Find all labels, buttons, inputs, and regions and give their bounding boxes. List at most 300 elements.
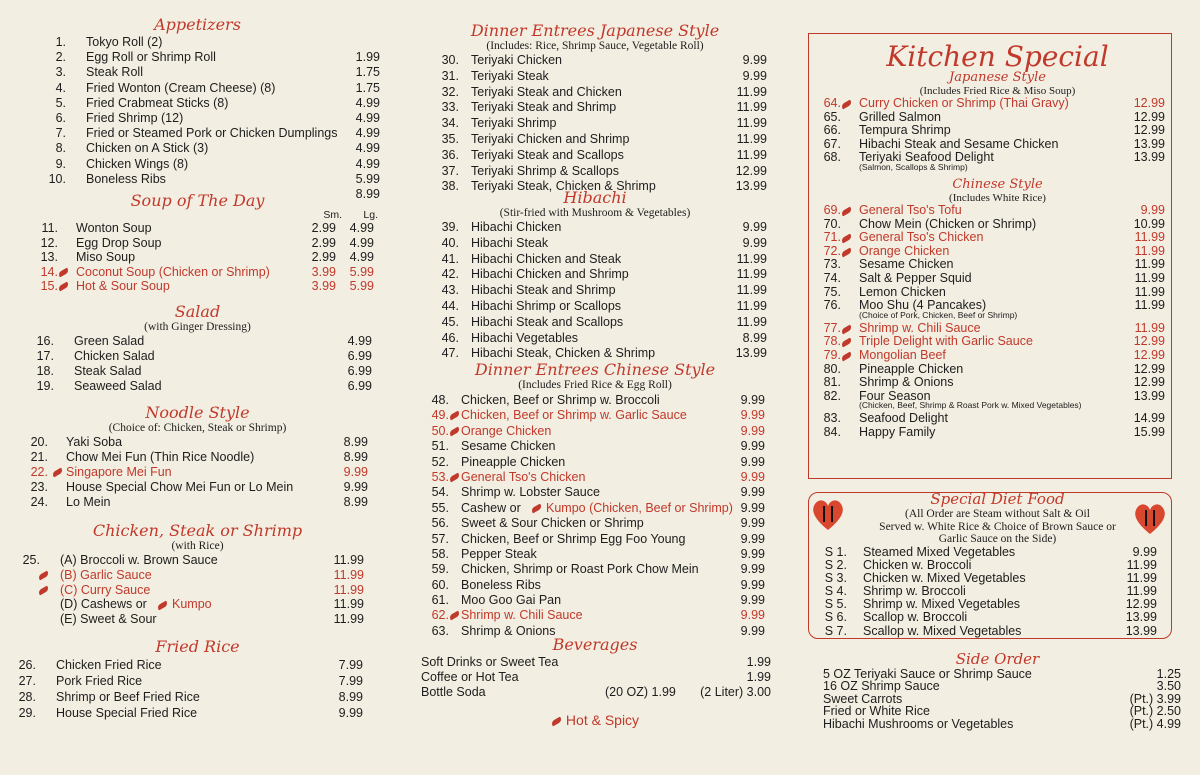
chili-pepper-icon xyxy=(51,468,63,478)
item-price: 12.99 xyxy=(1125,597,1157,612)
chili-pepper-icon xyxy=(840,351,852,361)
menu-item-row xyxy=(795,349,1200,363)
lg-label: Lg. xyxy=(363,209,378,221)
fried-rice-list xyxy=(0,657,395,721)
item-price: 9.99 xyxy=(742,53,767,67)
item-number: 16. xyxy=(36,334,54,348)
item-number: 78. xyxy=(823,334,841,349)
menu-item-row xyxy=(0,96,395,111)
item-price: 13.99 xyxy=(735,346,767,361)
menu-item-row xyxy=(405,132,785,148)
item-number: 6. xyxy=(55,110,66,125)
menu-item-row xyxy=(405,593,785,608)
menu-item-row xyxy=(795,204,1200,218)
special-diet-list xyxy=(795,546,1200,638)
menu-item-row xyxy=(405,470,785,485)
beverage-row xyxy=(405,670,785,685)
menu-item-row xyxy=(0,157,395,172)
item-price: 12.99 xyxy=(1133,109,1165,124)
item-price: (Pt.) 3.99 xyxy=(1129,691,1181,706)
item-name: Teriyaki Steak and Scallops xyxy=(471,147,624,162)
item-name: Happy Family xyxy=(859,424,936,439)
item-extra-label: Kumpo (Chicken, Beef or Shrimp) xyxy=(546,500,733,515)
item-number: 32. xyxy=(441,84,459,99)
item-name: Bottle Soda xyxy=(421,685,486,699)
item-number: 66. xyxy=(823,123,841,138)
item-name: Four Season xyxy=(859,388,931,403)
special-diet-title: Special Diet Food xyxy=(930,490,1065,508)
item-price: 1.99 xyxy=(355,50,380,65)
kitchen-japanese-list xyxy=(795,97,1200,174)
item-number: 75. xyxy=(823,284,841,299)
item-number: 39. xyxy=(441,220,459,234)
item-name: Seafood Delight xyxy=(859,411,948,426)
item-number: 9. xyxy=(55,156,66,171)
menu-item-row xyxy=(795,611,1200,624)
noodle-section xyxy=(0,404,395,510)
menu-item-row xyxy=(795,299,1200,322)
menu-item-row xyxy=(795,322,1200,336)
menu-item-row xyxy=(795,376,1200,390)
item-price: 9.99 xyxy=(740,577,765,592)
item-number: 42. xyxy=(441,267,459,282)
chinese-entrees-section xyxy=(405,361,785,639)
menu-item-row xyxy=(795,245,1200,259)
item-price: 11.99 xyxy=(736,251,767,266)
salad-section xyxy=(0,303,395,394)
item-price: 9.99 xyxy=(742,220,767,234)
item-number: 52. xyxy=(431,454,449,469)
item-name: Hibachi Mushrooms or Vegetables xyxy=(823,716,1014,731)
item-number: 82. xyxy=(823,388,841,403)
menu-item-row xyxy=(0,568,395,583)
menu-item-row xyxy=(0,705,395,721)
item-name: Moo Shu (4 Pancakes) xyxy=(859,298,987,313)
item-price: 8.99 xyxy=(343,435,368,449)
menu-item-row xyxy=(0,65,395,80)
hot-spicy-legend xyxy=(405,712,785,728)
item-price-small: 3.99 xyxy=(311,279,336,293)
chili-pepper-icon xyxy=(840,207,852,217)
item-number: 2. xyxy=(55,50,66,65)
chinese-style-title: Chinese Style xyxy=(952,176,1043,192)
item-price: 11.99 xyxy=(1126,557,1157,572)
appetizers-list xyxy=(0,35,395,202)
item-name: Yaki Soba xyxy=(66,435,123,449)
item-price: 9.99 xyxy=(740,469,765,484)
item-name: Sesame Chicken xyxy=(461,439,556,454)
item-price-small: 2.99 xyxy=(311,250,336,264)
item-name: Hibachi Vegetables xyxy=(471,330,579,345)
chili-pepper-icon xyxy=(840,100,852,110)
item-number: 22. xyxy=(30,465,48,479)
chili-pepper-icon xyxy=(448,473,460,483)
item-name: Tempura Shrimp xyxy=(859,123,951,138)
item-name: Sesame Chicken xyxy=(859,257,954,272)
item-price: 12.99 xyxy=(1133,375,1165,390)
item-name: General Tso's Chicken xyxy=(859,230,984,245)
menu-item-row xyxy=(795,218,1200,232)
section-title: Appetizers xyxy=(154,15,241,34)
item-price: 11.99 xyxy=(1134,257,1165,272)
special-diet-section xyxy=(795,490,1200,638)
menu-item-row xyxy=(0,172,395,187)
item-price: (2 Liter) 3.00 xyxy=(700,685,771,699)
menu-item-row xyxy=(0,334,395,349)
item-name: Hibachi Chicken and Steak xyxy=(471,251,622,266)
menu-item-row xyxy=(405,267,785,283)
item-name: Teriyaki Shrimp xyxy=(471,116,557,131)
item-name: (E) Sweet & Sour xyxy=(60,612,157,627)
japanese-entrees-section xyxy=(405,22,785,195)
item-name: Pineapple Chicken xyxy=(461,454,566,469)
item-price: 4.99 xyxy=(347,334,372,348)
item-name: (D) Cashews or xyxy=(60,597,147,612)
item-name: Pineapple Chicken xyxy=(859,361,964,376)
item-price: 11.99 xyxy=(1126,570,1157,585)
item-price: 9.99 xyxy=(740,500,765,515)
menu-item-row xyxy=(0,250,395,265)
side-order-row xyxy=(795,680,1200,692)
chinese-entrees-list xyxy=(405,393,785,639)
item-number: 65. xyxy=(823,109,841,124)
item-number: 57. xyxy=(431,531,449,546)
menu-item-row xyxy=(795,412,1200,426)
diet-description-line: (All Order are Steam without Salt & Oil xyxy=(905,508,1090,520)
item-name: Teriyaki Steak and Chicken xyxy=(471,84,622,99)
item-price: 11.99 xyxy=(333,612,364,627)
item-name: Shrimp w. Broccoli xyxy=(863,584,966,599)
item-price: 8.99 xyxy=(338,690,363,704)
menu-item-row xyxy=(0,673,395,689)
item-price: 1.25 xyxy=(1156,667,1181,681)
item-name: Orange Chicken xyxy=(859,243,950,258)
item-name: Chicken w. Broccoli xyxy=(863,557,972,572)
item-name: General Tso's Tofu xyxy=(859,202,962,217)
menu-item-row xyxy=(795,286,1200,300)
item-number: 35. xyxy=(441,131,459,146)
item-number: S 4. xyxy=(824,584,847,599)
item-price: 9.99 xyxy=(742,235,767,250)
item-name: Chicken Salad xyxy=(74,349,155,363)
item-price: 9.99 xyxy=(1140,202,1165,217)
section-title: Beverages xyxy=(552,635,638,654)
menu-item-row xyxy=(0,597,395,612)
item-number: 34. xyxy=(441,116,459,131)
menu-item-row xyxy=(405,516,785,531)
chili-pepper-icon xyxy=(37,570,49,580)
item-name: House Special Fried Rice xyxy=(56,706,198,720)
item-name: Boneless Ribs xyxy=(461,577,541,592)
side-order-list xyxy=(795,668,1200,730)
item-name: Chow Mein (Chicken or Shrimp) xyxy=(859,216,1037,231)
item-name: Scallop w. Mixed Vegetables xyxy=(863,623,1022,638)
chili-pepper-icon xyxy=(840,234,852,244)
item-name: House Special Chow Mei Fun or Lo Mein xyxy=(66,480,294,494)
item-number: 18. xyxy=(36,364,54,378)
menu-item-row xyxy=(0,689,395,705)
item-name: Hibachi Steak and Sesame Chicken xyxy=(859,136,1059,151)
item-number: 13. xyxy=(40,250,58,264)
item-number: 19. xyxy=(36,379,54,393)
menu-item-row xyxy=(795,124,1200,138)
item-number: 67. xyxy=(823,136,841,151)
item-number: 61. xyxy=(431,593,449,608)
section-title: Dinner Entrees Chinese Style xyxy=(474,360,716,379)
menu-item-row xyxy=(0,349,395,364)
item-price: 7.99 xyxy=(338,658,363,672)
fried-rice-section xyxy=(0,638,395,721)
item-price: 11.99 xyxy=(1134,298,1165,313)
item-number: 76. xyxy=(823,298,841,313)
menu-item-row xyxy=(0,465,395,480)
item-price: 9.99 xyxy=(740,454,765,469)
item-number: 81. xyxy=(823,375,841,390)
legend-label: Hot & Spicy xyxy=(565,712,640,728)
item-price: 13.99 xyxy=(1133,150,1165,165)
item-number: 5. xyxy=(55,95,66,110)
menu-item-row xyxy=(405,116,785,132)
item-name: Teriyaki Shrimp & Scallops xyxy=(471,163,619,178)
item-number: S 7. xyxy=(824,623,847,638)
menu-item-row xyxy=(0,236,395,251)
item-price-large: 4.99 xyxy=(349,235,374,250)
noodle-list xyxy=(0,435,395,510)
item-price: 13.99 xyxy=(735,179,767,194)
menu-item-row xyxy=(405,455,785,470)
item-name: Tokyo Roll (2) xyxy=(86,35,163,49)
beverage-row xyxy=(405,655,785,670)
item-price: 12.99 xyxy=(1133,361,1165,376)
menu-item-row xyxy=(405,315,785,331)
item-price: 9.99 xyxy=(740,516,765,531)
item-number: 70. xyxy=(823,216,841,231)
item-number: 25. xyxy=(22,553,40,567)
menu-item-row xyxy=(0,50,395,65)
menu-item-row xyxy=(795,138,1200,152)
item-price: 8.99 xyxy=(343,495,368,509)
item-number: 64. xyxy=(823,96,841,110)
chili-pepper-icon xyxy=(840,324,852,334)
item-price: 15.99 xyxy=(1133,424,1165,439)
item-name: Hibachi Chicken and Shrimp xyxy=(471,267,629,282)
item-number: 12. xyxy=(40,235,58,250)
item-price: 6.99 xyxy=(347,379,372,393)
item-price-large: 5.99 xyxy=(349,279,374,293)
item-name: (C) Curry Sauce xyxy=(60,582,151,597)
menu-item-row xyxy=(405,439,785,454)
side-order-title: Side Order xyxy=(955,650,1040,668)
item-number: S 6. xyxy=(824,610,847,625)
item-price: 1.75 xyxy=(355,80,380,95)
hibachi-list xyxy=(405,220,785,362)
item-name: General Tso's Chicken xyxy=(461,469,586,484)
item-number: 29. xyxy=(18,706,36,720)
item-number: 50. xyxy=(431,423,449,438)
menu-item-row xyxy=(0,35,395,50)
item-name: Grilled Salmon xyxy=(859,109,941,124)
chili-pepper-icon xyxy=(156,600,168,610)
menu-item-row xyxy=(0,495,395,510)
item-name: Teriyaki Chicken and Shrimp xyxy=(471,131,630,146)
item-number: S 3. xyxy=(824,570,847,585)
css-section xyxy=(0,522,395,627)
item-number: S 5. xyxy=(824,597,847,612)
item-name: Hibachi Steak xyxy=(471,235,549,250)
item-name: Teriyaki Steak xyxy=(471,68,549,83)
item-number: 4. xyxy=(55,80,66,95)
item-name: Moo Goo Gai Pan xyxy=(461,593,562,608)
item-name: Triple Delight with Garlic Sauce xyxy=(859,334,1033,349)
chili-pepper-icon xyxy=(550,716,562,726)
menu-item-row xyxy=(795,97,1200,111)
css-list xyxy=(0,553,395,627)
menu-item-row xyxy=(795,231,1200,245)
menu-item-row xyxy=(0,553,395,568)
item-number: 68. xyxy=(823,150,841,165)
item-name: Hibachi Steak, Chicken & Shrimp xyxy=(471,346,656,361)
item-name: Teriyaki Steak and Shrimp xyxy=(471,100,617,115)
item-number: 8. xyxy=(55,141,66,156)
item-number: 15. xyxy=(40,279,58,293)
item-name: Chicken, Beef or Shrimp Egg Foo Young xyxy=(461,531,686,546)
menu-item-row xyxy=(405,485,785,500)
item-price: 11.99 xyxy=(736,131,767,146)
item-number: S 1. xyxy=(824,544,847,559)
special-diet-description xyxy=(795,508,1200,546)
menu-item-row xyxy=(405,252,785,268)
menu-item-row xyxy=(405,608,785,623)
beverages-section xyxy=(405,636,785,700)
item-price-small: 3.99 xyxy=(311,264,336,279)
item-price: 11.99 xyxy=(736,147,767,162)
kitchen-special-title: Kitchen Special xyxy=(886,40,1109,73)
item-price: 12.99 xyxy=(1133,347,1165,362)
item-name: 16 OZ Shrimp Sauce xyxy=(823,679,940,694)
item-number: 14. xyxy=(40,264,58,279)
item-name: Chicken on A Stick (3) xyxy=(86,141,209,156)
item-name: Hibachi Steak and Scallops xyxy=(471,314,624,329)
item-number: S 2. xyxy=(824,557,847,572)
chili-pepper-icon xyxy=(57,282,69,292)
item-price: 6.99 xyxy=(347,364,372,378)
item-number: 44. xyxy=(441,298,459,313)
item-number: 51. xyxy=(431,439,449,454)
item-name: (B) Garlic Sauce xyxy=(60,567,152,582)
item-name: Cashew or xyxy=(461,500,521,515)
item-name: Chicken w. Mixed Vegetables xyxy=(863,570,1026,585)
item-name: Teriyaki Seafood Delight xyxy=(859,150,994,165)
item-number: 48. xyxy=(431,393,449,407)
item-price: 9.99 xyxy=(740,546,765,561)
menu-item-row xyxy=(405,532,785,547)
salad-list xyxy=(0,334,395,394)
item-name: Shrimp w. Lobster Sauce xyxy=(461,485,600,500)
japanese-style-subtitle: (Includes Fried Rice & Miso Soup) xyxy=(919,85,1076,97)
item-number: 59. xyxy=(431,562,449,577)
item-number: 20. xyxy=(30,435,48,449)
item-name: Salt & Pepper Squid xyxy=(859,270,972,285)
item-note: (Choice of Pork, Chicken, Beef or Shrimp) xyxy=(859,309,1018,320)
side-order-section xyxy=(795,650,1200,730)
item-price: 11.99 xyxy=(1126,584,1157,599)
item-extra xyxy=(157,597,212,612)
chili-pepper-icon xyxy=(530,504,542,514)
item-name: Fried or White Rice xyxy=(823,704,930,719)
chili-pepper-icon xyxy=(448,426,460,436)
soup-section xyxy=(0,192,395,294)
beverage-row xyxy=(405,685,785,700)
item-size-price: (20 OZ) 1.99 xyxy=(605,685,676,699)
menu-item-row xyxy=(405,283,785,299)
item-price: 1.99 xyxy=(746,655,771,669)
item-number: 33. xyxy=(441,100,459,115)
item-price: 14.99 xyxy=(1133,411,1165,426)
menu-item-row xyxy=(405,100,785,116)
item-number: 17. xyxy=(36,349,54,363)
item-price: 11.99 xyxy=(1134,320,1165,335)
item-price-small: 2.99 xyxy=(311,235,336,250)
menu-item-row xyxy=(0,141,395,156)
menu-item-row xyxy=(0,265,395,280)
item-number: 36. xyxy=(441,147,459,162)
menu-item-row xyxy=(795,335,1200,349)
chili-pepper-icon xyxy=(57,267,69,277)
chinese-style-subtitle: (Includes White Rice) xyxy=(949,191,1046,204)
section-subtitle: (Stir-fried with Mushroom & Vegetables) xyxy=(499,207,691,219)
menu-item-row xyxy=(0,126,395,141)
item-number: 10. xyxy=(48,171,66,186)
menu-item-row xyxy=(0,435,395,450)
item-name: Miso Soup xyxy=(76,250,136,264)
item-note: (Salmon, Scallops & Shrimp) xyxy=(859,161,968,172)
side-order-row xyxy=(795,718,1200,730)
item-number: 24. xyxy=(30,495,48,509)
item-price: 11.99 xyxy=(333,567,364,582)
item-number: 41. xyxy=(441,251,459,266)
item-name: Pepper Steak xyxy=(461,546,537,561)
item-number: 58. xyxy=(431,546,449,561)
item-price: 3.50 xyxy=(1156,679,1181,694)
item-name: Shrimp w. Chili Sauce xyxy=(859,320,981,335)
menu-item-row xyxy=(405,408,785,423)
item-price: 8.99 xyxy=(742,330,767,345)
menu-item-row xyxy=(405,501,785,516)
item-price: 9.99 xyxy=(343,480,368,494)
item-name: Steak Salad xyxy=(74,364,142,378)
item-number: 71. xyxy=(823,230,841,245)
diet-description-line: Garlic Sauce on the Side) xyxy=(938,533,1057,545)
item-extra-label: Kumpo xyxy=(172,597,212,612)
item-price-large: 5.99 xyxy=(349,264,374,279)
section-title: Chicken, Steak or Shrimp xyxy=(92,521,303,540)
item-note: (Chicken, Beef, Shrimp & Roast Pork w. Mixed Vegetables) xyxy=(859,400,1082,411)
menu-item-row xyxy=(0,583,395,598)
item-name: Soft Drinks or Sweet Tea xyxy=(421,655,559,669)
item-price: 12.99 xyxy=(1133,123,1165,138)
item-price: 11.99 xyxy=(333,582,364,597)
item-name: Steamed Mixed Vegetables xyxy=(863,544,1016,559)
item-price: 1.99 xyxy=(746,670,771,684)
item-name: Fried or Steamed Pork or Chicken Dumplings xyxy=(86,126,338,141)
item-price: 4.99 xyxy=(355,141,380,156)
item-name: Chicken, Beef or Shrimp w. Garlic Sauce xyxy=(461,408,687,423)
menu-item-row xyxy=(795,426,1200,440)
item-name: Egg Roll or Shrimp Roll xyxy=(86,50,216,65)
chili-pepper-icon xyxy=(840,247,852,257)
item-name: Egg Drop Soup xyxy=(76,235,162,250)
item-number: 28. xyxy=(18,690,36,704)
